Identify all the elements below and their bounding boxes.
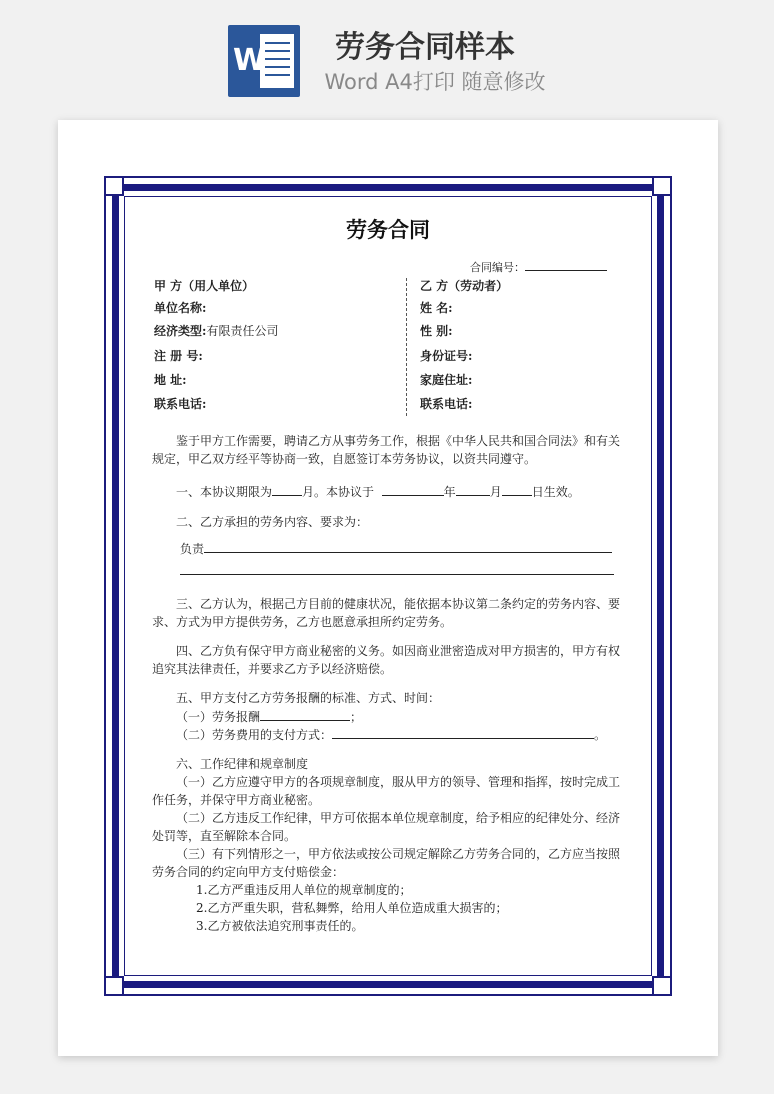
party-b-name: 姓 名: xyxy=(420,301,453,315)
party-a-phone: 联系电话: xyxy=(154,397,207,411)
party-a-economy-label: 经济类型: xyxy=(154,324,207,338)
clause-3: 三、乙方认为，根据己方目前的健康状况，能依据本协议第二条约定的劳务内容、要求、方式为甲方提供劳务，乙方也愿意承担所约定劳务。 xyxy=(152,597,621,629)
clause-5-heading: 五、甲方支付乙方劳务报酬的标准、方式、时间： xyxy=(176,691,441,705)
party-a-unit-name: 单位名称: xyxy=(154,301,207,315)
clause-6-heading: 六、工作纪律和规章制度 xyxy=(176,757,309,771)
word-letter: W xyxy=(233,43,267,78)
contract-title: 劳务合同 xyxy=(346,218,430,242)
clause-1 xyxy=(176,483,580,500)
payment-method-blank[interactable] xyxy=(332,726,594,739)
pay-end: ； xyxy=(350,710,363,724)
payment-method-end: 。 xyxy=(594,728,607,742)
pay-label: （一）劳务报酬 xyxy=(176,710,261,724)
party-a-economy-row xyxy=(154,323,278,339)
clause-2: 二、乙方承担的劳务内容、要求为： xyxy=(176,515,369,529)
start-year-blank[interactable] xyxy=(382,483,444,496)
party-b-gender: 性 别: xyxy=(420,324,453,338)
pay-blank[interactable] xyxy=(260,708,350,721)
party-a-address: 地 址: xyxy=(154,373,187,387)
party-a-heading: 甲 方（用人单位） xyxy=(154,279,255,293)
party-b-home-address: 家庭住址: xyxy=(420,373,473,387)
clause-6-p1: （一）乙方应遵守甲方的各项规章制度，服从甲方的领导、管理和指挥，按时完成工作任务，并保守甲方商业秘密。 xyxy=(152,775,621,807)
clause-6-list-item: 2.乙方严重失职，营私舞弊，给用人单位造成重大损害的； xyxy=(196,901,508,915)
clause-1-text-d: 月 xyxy=(489,485,502,499)
clause-5-item-1 xyxy=(176,708,362,725)
contract-number-row xyxy=(470,258,607,276)
start-month-blank[interactable] xyxy=(456,483,490,496)
contract-number-label: 合同编号： xyxy=(470,261,525,274)
page-header xyxy=(0,0,774,110)
clause-1-text-b: 月。本协议于 xyxy=(302,485,375,499)
contract-number-blank[interactable] xyxy=(525,258,607,271)
clause-1-text-c: 年 xyxy=(443,485,456,499)
contract-document xyxy=(58,120,718,1056)
party-b-id-no: 身份证号: xyxy=(420,349,473,363)
page-subtitle: Word A4打印 随意修改 xyxy=(324,70,546,94)
clause-2-fill-row xyxy=(180,540,612,557)
party-b-phone: 联系电话: xyxy=(420,397,473,411)
document-page xyxy=(58,120,718,1056)
clause-1-text-a: 一、本协议期限为 xyxy=(176,485,273,499)
clause-2-fill-label: 负责 xyxy=(180,542,205,556)
clause-6-list-item: 3.乙方被依法追究刑事责任的。 xyxy=(196,919,364,933)
word-icon xyxy=(228,25,300,97)
term-months-blank[interactable] xyxy=(272,483,302,496)
page-title: 劳务合同样本 xyxy=(335,30,515,65)
party-a-economy-value: 有限责任公司 xyxy=(206,324,279,338)
clause-1-text-e: 日生效。 xyxy=(531,485,580,499)
duty-blank-1[interactable] xyxy=(204,540,612,553)
intro-paragraph: 鉴于甲方工作需要，聘请乙方从事劳务工作，根据《中华人民共和国合同法》和有关规定，甲乙双方经平等协商一致，自愿签订本劳务协议，以资共同遵守。 xyxy=(152,434,621,466)
duty-blank-2[interactable] xyxy=(180,562,614,575)
party-a-reg-no: 注 册 号: xyxy=(154,349,203,363)
party-b-heading: 乙 方（劳动者） xyxy=(420,279,509,293)
payment-method-label: （二）劳务费用的支付方式： xyxy=(176,728,333,742)
party-divider xyxy=(406,278,407,416)
clause-6-p3: （三）有下列情形之一，甲方依法或按公司规定解除乙方劳务合同的，乙方应当按照劳务合同的约定向甲方支付赔偿金： xyxy=(152,847,621,879)
clause-2-fill-row-2 xyxy=(180,562,614,579)
clause-4: 四、乙方负有保守甲方商业秘密的义务。如因商业泄密造成对甲方损害的，甲方有权追究其法律责任，并要求乙方予以经济赔偿。 xyxy=(152,644,621,676)
clause-5-item-2 xyxy=(176,726,606,743)
start-day-blank[interactable] xyxy=(502,483,532,496)
clause-6-p2: （二）乙方违反工作纪律，甲方可依据本单位规章制度，给予相应的纪律处分、经济处罚等，直至解除本合同。 xyxy=(152,811,621,843)
clause-6-list-item: 1.乙方严重违反用人单位的规章制度的； xyxy=(196,883,412,897)
